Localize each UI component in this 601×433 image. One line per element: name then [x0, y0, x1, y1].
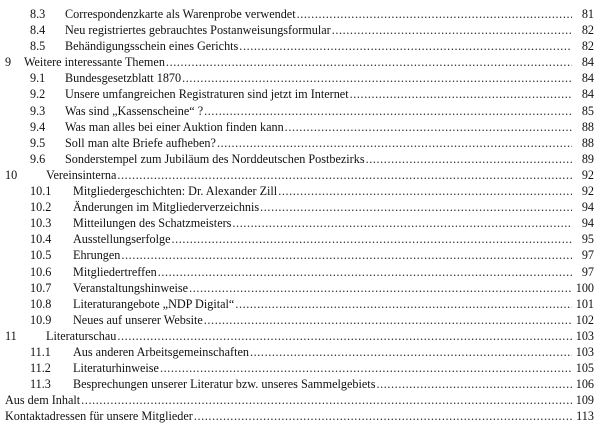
- toc-entry-page-number: 88: [581, 135, 594, 150]
- toc-entry-title: Correspondenzkarte als Warenprobe verwendet: [65, 7, 296, 21]
- toc-entry-number: 9.2: [30, 87, 46, 102]
- toc-entry-number: 10.8: [30, 296, 52, 311]
- toc-entry-page-number: 82: [581, 39, 594, 54]
- toc-entry-page-number: 95: [581, 232, 594, 247]
- toc-entry-title-wrap: [65, 6, 572, 22]
- dot-leader: [278, 183, 572, 199]
- toc-entry-number: 11: [5, 328, 17, 343]
- toc-entry-page-number: 101: [575, 296, 594, 311]
- toc-entry-title-wrap: [73, 199, 572, 215]
- toc-entry: [0, 408, 601, 424]
- dot-leader: [117, 167, 572, 183]
- dot-leader: [239, 38, 572, 54]
- toc-entry-number: 9.3: [30, 103, 46, 118]
- toc-entry-number: 10.5: [30, 248, 52, 263]
- toc-entry-number: 10.3: [30, 216, 52, 231]
- toc-entry-number: 10.7: [30, 280, 52, 295]
- toc-entry: [0, 167, 601, 183]
- toc-entry-title: Unsere umfangreichen Registraturen sind jetzt im Internet: [65, 87, 349, 102]
- toc-entry-page-number: 103: [575, 344, 594, 359]
- dot-leader: [81, 392, 572, 408]
- toc-entry-title-wrap: [73, 280, 572, 296]
- toc-entry-title-wrap: [65, 103, 572, 119]
- toc-entry: [0, 215, 601, 231]
- toc-entry: [0, 119, 601, 135]
- toc-entry-title-wrap: [73, 264, 572, 280]
- toc-entry-number: 10.1: [30, 184, 52, 199]
- toc-entry-title: Was man alles bei einer Auktion finden kann: [65, 119, 284, 134]
- toc-entry-number: 10.6: [30, 264, 52, 279]
- toc-entry-title: Neu registriertes gebrauchtes Postanweisungsformular: [65, 23, 331, 38]
- toc-entry-title-wrap: [5, 392, 572, 408]
- toc-entry: [0, 231, 601, 247]
- toc-entry-title: Neues auf unserer Website: [73, 312, 203, 327]
- dot-leader: [285, 119, 572, 135]
- dot-leader: [232, 215, 572, 231]
- toc-entry-page-number: 92: [581, 167, 594, 182]
- dot-leader: [121, 247, 572, 263]
- toc-entry-page-number: 105: [575, 361, 594, 376]
- toc-entry-title: Literaturhinweise: [73, 361, 159, 376]
- toc-entry: [0, 6, 601, 22]
- toc-entry-title: Kontaktadressen für unsere Mitglieder: [5, 409, 193, 424]
- toc-entry: [0, 103, 601, 119]
- dot-leader: [350, 86, 572, 102]
- toc-entry-title-wrap: [46, 328, 572, 344]
- toc-entry-number: 11.1: [30, 344, 51, 359]
- toc-entry-title: Mitgliedergeschichten: Dr. Alexander Zill: [73, 184, 278, 199]
- toc-entry-title: Vereinsinterna: [46, 167, 117, 182]
- toc-entry-title-wrap: [73, 183, 572, 199]
- toc-entry-title: Weitere interessante Themen: [24, 55, 165, 70]
- dot-leader: [235, 296, 572, 312]
- dot-leader: [189, 280, 572, 296]
- toc-entry-title: Änderungen im Mitgliederverzeichnis: [73, 200, 260, 215]
- toc-entry-title-wrap: [73, 231, 572, 247]
- toc-entry: [0, 296, 601, 312]
- toc-entry-title-wrap: [65, 151, 572, 167]
- toc-entry-page-number: 97: [581, 264, 594, 279]
- toc-entry-number: 8.3: [30, 7, 46, 21]
- toc-entry-number: 11.2: [30, 361, 51, 376]
- toc-entry-number: 9.6: [30, 151, 46, 166]
- toc-entry-number: 10.2: [30, 200, 52, 215]
- toc-entry-page-number: 88: [581, 119, 594, 134]
- toc-entry-title: Aus anderen Arbeitsgemeinschaften: [73, 344, 249, 359]
- toc-entry-title: Behändigungsschein eines Gerichts: [65, 39, 239, 54]
- toc-entry-title-wrap: [73, 247, 572, 263]
- toc-entry-page-number: 106: [575, 377, 594, 392]
- toc-entry: [0, 183, 601, 199]
- toc-entry-title-wrap: [65, 135, 572, 151]
- toc-entry-title: Mitteilungen des Schatzmeisters: [73, 216, 232, 231]
- toc-entry-page-number: 102: [575, 312, 594, 327]
- toc-entry-title-wrap: [65, 86, 572, 102]
- toc-entry-title: Literaturangebote „NDP Digital“: [73, 296, 235, 311]
- toc-entry-page-number: 113: [576, 409, 594, 424]
- toc-entry-title-wrap: [73, 360, 572, 376]
- toc-entry: [0, 280, 601, 296]
- toc-entry-page-number: 89: [581, 151, 594, 166]
- toc-entry: [0, 135, 601, 151]
- dot-leader: [376, 376, 572, 392]
- toc-entry-title: Soll man alte Briefe aufheben?: [65, 135, 216, 150]
- toc-entry-number: 9.1: [30, 71, 46, 86]
- toc-entry-title-wrap: [65, 119, 572, 135]
- dot-leader: [204, 312, 572, 328]
- dot-leader: [117, 328, 572, 344]
- toc-entry-title-wrap: [65, 22, 572, 38]
- toc-entry-number: 10.9: [30, 312, 52, 327]
- dot-leader: [160, 360, 572, 376]
- toc-entry-title-wrap: [65, 38, 572, 54]
- toc-entry: [0, 54, 601, 70]
- toc-entry-number: 8.4: [30, 23, 46, 38]
- toc-entry-title-wrap: [73, 344, 572, 360]
- toc-entry-number: 9: [5, 55, 12, 70]
- dot-leader: [158, 264, 572, 280]
- toc-entry-page-number: 84: [581, 71, 594, 86]
- dot-leader: [194, 408, 572, 424]
- dot-leader: [171, 231, 572, 247]
- toc-entry-page-number: 94: [581, 200, 594, 215]
- toc-entry-number: 11.3: [30, 377, 51, 392]
- toc-entry-title: Literaturschau: [46, 328, 117, 343]
- toc-entry-title: Veranstaltungshinweise: [73, 280, 189, 295]
- toc-entry-page-number: 82: [581, 23, 594, 38]
- toc-entry: [0, 199, 601, 215]
- dot-leader: [166, 54, 572, 70]
- toc-entry-page-number: 109: [575, 393, 594, 408]
- toc-entry: [0, 312, 601, 328]
- toc-entry-title-wrap: [5, 408, 572, 424]
- toc-entry-title-wrap: [73, 312, 572, 328]
- toc-entry-title: Aus dem Inhalt: [5, 393, 81, 408]
- toc-entry: [0, 344, 601, 360]
- dot-leader: [250, 344, 572, 360]
- toc-entry-title: Ehrungen: [73, 248, 121, 263]
- toc-entry-page-number: 81: [581, 7, 594, 21]
- toc-entry-number: 8.5: [30, 39, 46, 54]
- toc-entry-page-number: 85: [581, 103, 594, 118]
- toc-entry-page-number: 84: [581, 87, 594, 102]
- toc-entry-page-number: 84: [581, 55, 594, 70]
- toc-entry-title-wrap: [73, 215, 572, 231]
- toc-entry-page-number: 94: [581, 216, 594, 231]
- toc-entry: [0, 22, 601, 38]
- toc-entry-page-number: 100: [575, 280, 594, 295]
- toc-entry: [0, 328, 601, 344]
- toc-entry-page-number: 92: [581, 184, 594, 199]
- toc-entry: [0, 360, 601, 376]
- toc-entry: [0, 151, 601, 167]
- toc-entry-title: Was sind „Kassenscheine“ ?: [65, 103, 204, 118]
- dot-leader: [204, 103, 572, 119]
- toc-entry: [0, 264, 601, 280]
- toc-entry-number: 9.4: [30, 119, 46, 134]
- toc-entry-page-number: 97: [581, 248, 594, 263]
- toc-entry-title: Ausstellungserfolge: [73, 232, 171, 247]
- toc-entry: [0, 392, 601, 408]
- dot-leader: [260, 199, 572, 215]
- toc-entry: [0, 376, 601, 392]
- dot-leader: [217, 135, 572, 151]
- dot-leader: [182, 70, 572, 86]
- toc-entry-title: Bundesgesetzblatt 1870: [65, 71, 182, 86]
- toc-entry-title-wrap: [46, 167, 572, 183]
- toc-entry-title-wrap: [24, 54, 572, 70]
- dot-leader: [366, 151, 572, 167]
- dot-leader: [297, 6, 572, 22]
- toc-entry-title: Sonderstempel zum Jubiläum des Norddeutschen Postbezirks: [65, 151, 365, 166]
- toc-entry-title-wrap: [73, 376, 572, 392]
- toc-entry: [0, 38, 601, 54]
- toc-entry-number: 10: [5, 167, 18, 182]
- toc-entry-page-number: 103: [575, 328, 594, 343]
- toc-entry: [0, 70, 601, 86]
- toc-entry-title: Mitgliedertreffen: [73, 264, 157, 279]
- toc-entry-number: 10.4: [30, 232, 52, 247]
- toc-entry-title: Besprechungen unserer Literatur bzw. unseres Sammelgebiets: [73, 377, 376, 392]
- dot-leader: [332, 22, 572, 38]
- toc-entry: [0, 86, 601, 102]
- toc-entry-title-wrap: [65, 70, 572, 86]
- toc-entry-title-wrap: [73, 296, 572, 312]
- toc-entry-number: 9.5: [30, 135, 46, 150]
- toc-entry: [0, 247, 601, 263]
